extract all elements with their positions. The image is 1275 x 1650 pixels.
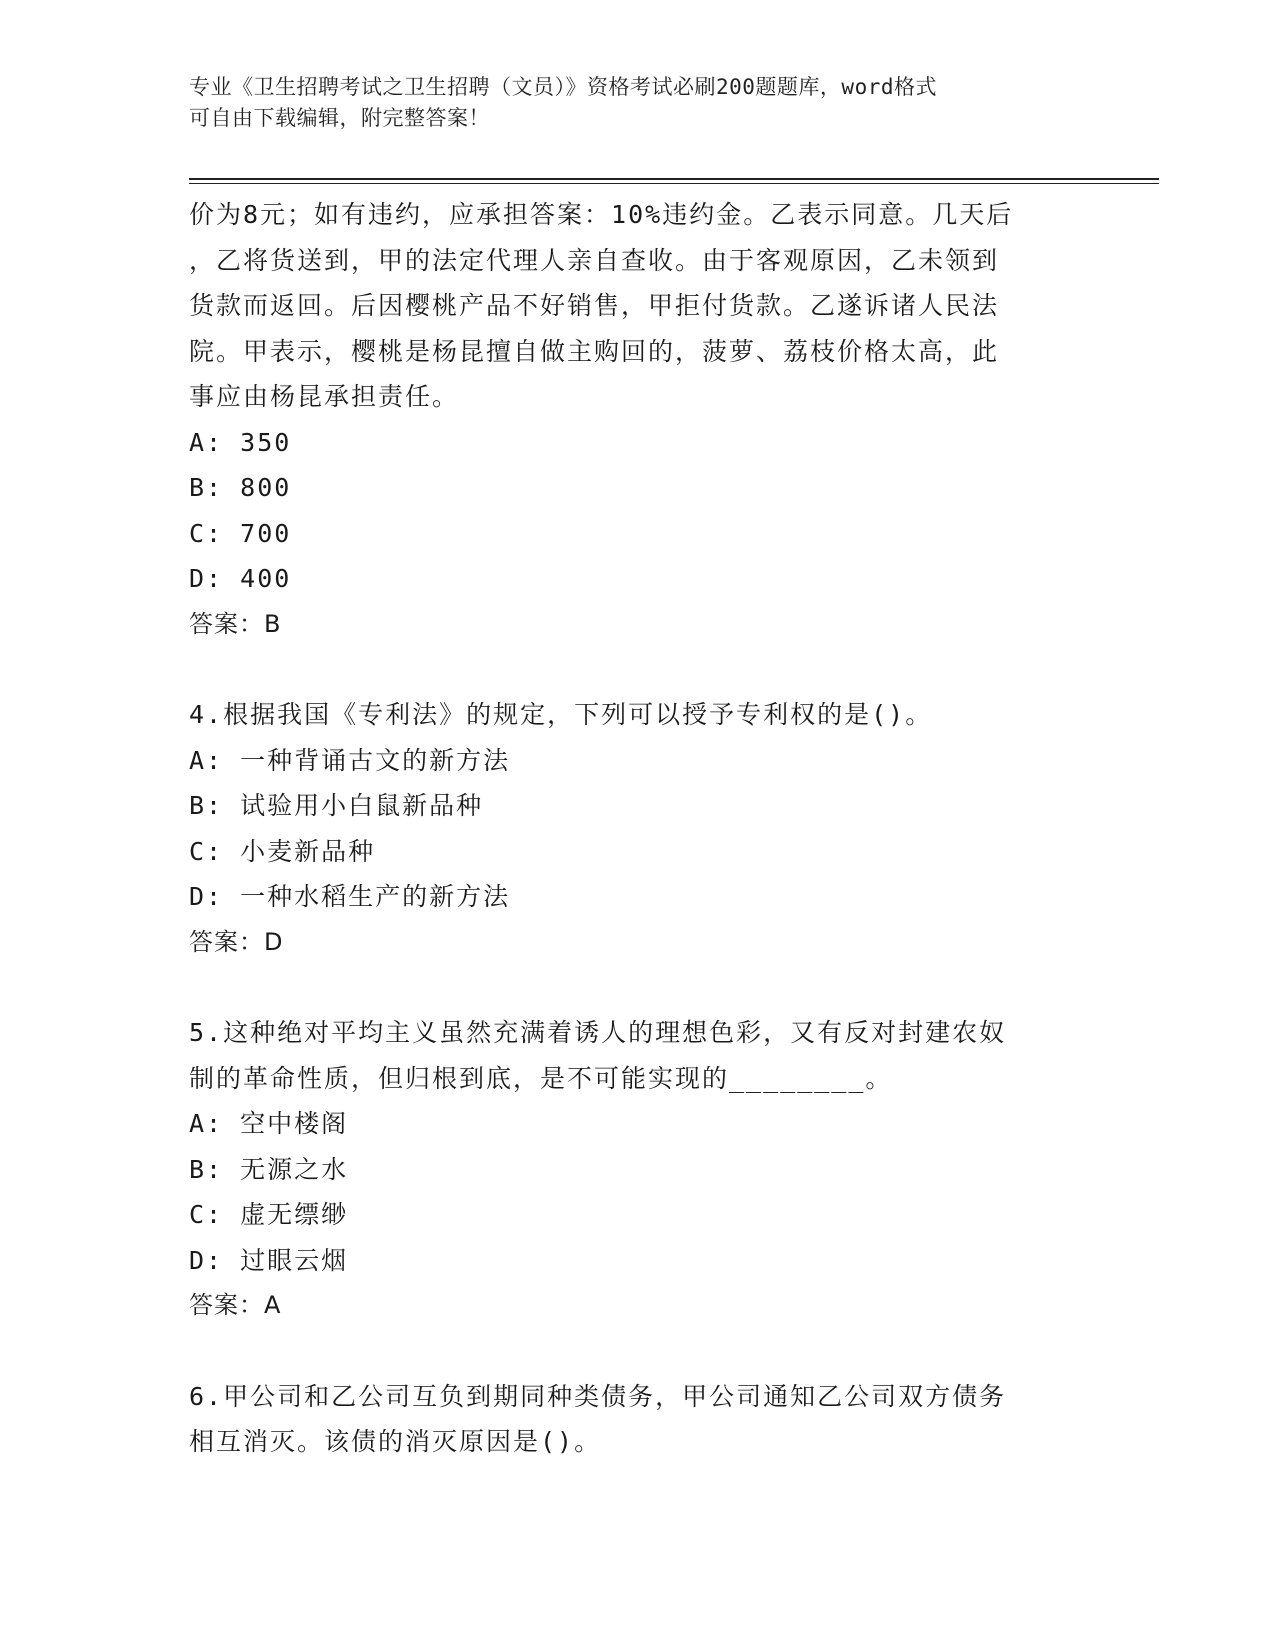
option-a: A: 350 [189,427,292,457]
question-text-line: 价为8元；如有违约，应承担答案：10%违约金。乙表示同意。几天后 [189,200,1014,229]
header-title-line-2: 可自由下载编辑，附完整答案！ [189,106,490,130]
option-b: B: 无源之水 [189,1154,349,1184]
option-c: C: 虚无缥缈 [189,1200,349,1229]
question-6 [189,1374,1089,1465]
spacer [189,965,1089,1010]
option-b: B: 800 [189,473,292,502]
question-text-line: ，乙将货送到，甲的法定代理人亲自查收。由于客观原因，乙未领到 [189,245,1000,275]
option-d: D: 400 [189,564,292,593]
option-d: D: 一种水稻生产的新方法 [189,882,511,911]
option-b: B: 试验用小白鼠新品种 [189,791,484,820]
option-a: A: 空中楼阁 [189,1109,349,1138]
question-text-line: 5.这种绝对平均主义虽然充满着诱人的理想色彩，又有反对封建农奴 [189,1018,1007,1047]
question-text-line: 6.甲公司和乙公司互负到期同种类债务，甲公司通知乙公司双方债务 [189,1381,1007,1411]
question-text-line: 4.根据我国《专利法》的规定，下列可以授予专利权的是()。 [189,700,933,729]
page-header [189,72,1089,134]
spacer [189,647,1089,692]
header-title-line-1: 专业《卫生招聘考试之卫生招聘（文员）》资格考试必刷200题题库，word格式 [189,75,937,99]
option-c: C: 700 [189,518,292,548]
question-4 [189,692,1089,965]
answer-line: 答案：D [189,927,284,956]
question-3-continued [189,192,1089,647]
header-divider-thin [189,183,1159,184]
question-text-line: 相互消灭。该债的消灭原因是()。 [189,1427,602,1456]
question-text-line: 事应由杨昆承担责任。 [189,382,460,411]
spacer [189,1329,1089,1374]
question-5 [189,1010,1089,1329]
answer-line: 答案：A [189,1291,282,1319]
header-divider-thick [189,178,1159,180]
document-body [189,192,1089,1465]
option-c: C: 小麦新品种 [189,836,376,866]
question-text-line: 院。甲表示，樱桃是杨昆擅自做主购回的，菠萝、荔枝价格太高，此 [189,336,1000,366]
answer-line: 答案：B [189,609,282,638]
question-text-line: 制的革命性质，但归根到底，是不可能实现的________。 [189,1063,893,1093]
question-text-line: 货款而返回。后因樱桃产品不好销售，甲拒付货款。乙遂诉诸人民法 [189,291,1000,320]
option-a: A: 一种背诵古文的新方法 [189,745,511,775]
option-d: D: 过眼云烟 [189,1245,349,1275]
